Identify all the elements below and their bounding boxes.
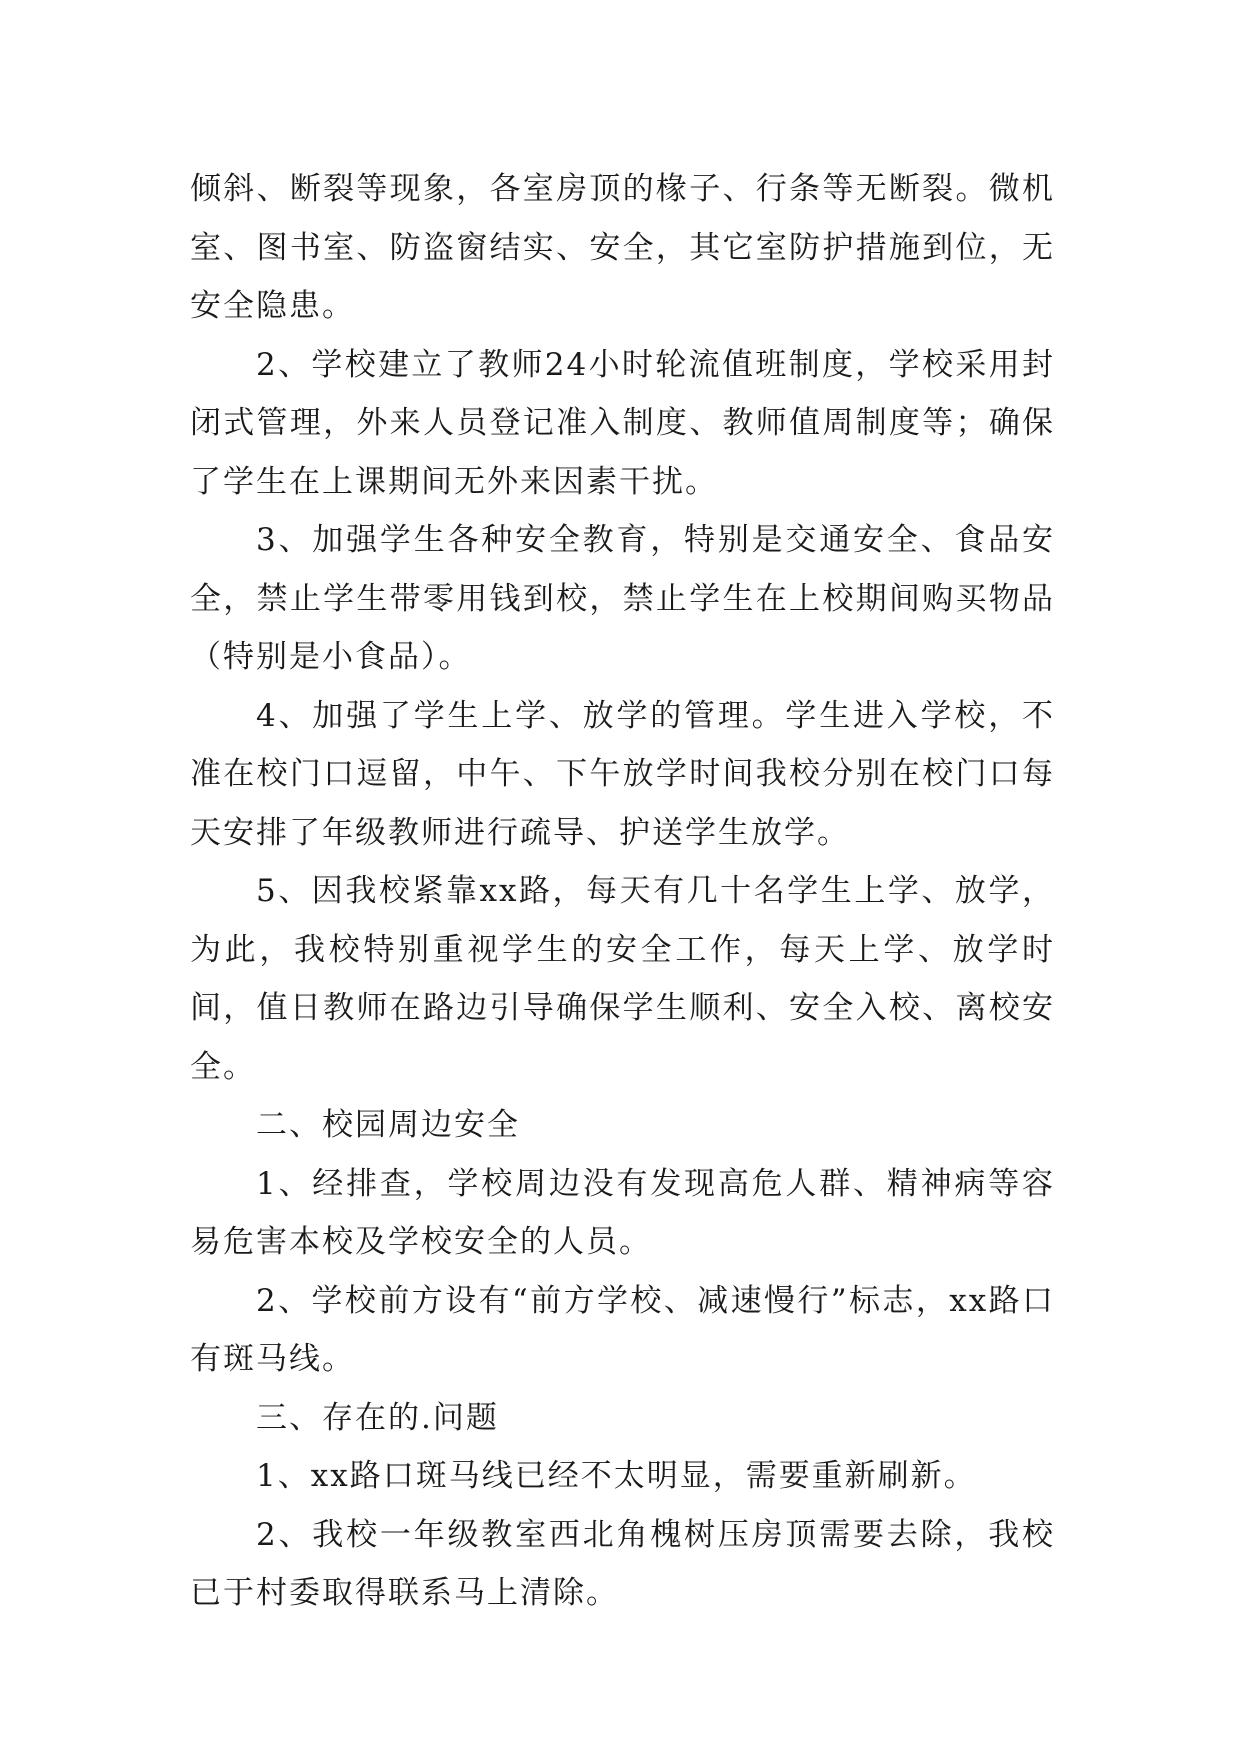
section-heading: 三、存在的.问题 bbox=[256, 1399, 499, 1436]
paragraph: 4、加强了学生上学、放学的管理。学生进入学校，不准在校门口逗留，中午、下午放学时间我校分别在校门口每天安排了年级教师进行疏导、护送学生放学。 bbox=[190, 697, 1055, 851]
paragraph: 2、学校建立了教师24小时轮流值班制度，学校采用封闭式管理，外来人员登记准入制度、教师值周制度等；确保了学生在上课期间无外来因素干扰。 bbox=[190, 346, 1055, 500]
document-body bbox=[190, 160, 1055, 1623]
paragraph: 1、xx路口斑马线已经不太明显，需要重新刷新。 bbox=[256, 1458, 977, 1494]
paragraph: 5、因我校紧靠xx路，每天有几十名学生上学、放学，为此，我校特别重视学生的安全工作，每天上学、放学时间，值日教师在路边引导确保学生顺利、安全入校、离校安全。 bbox=[190, 873, 1055, 1085]
section-heading: 二、校园周边安全 bbox=[256, 1107, 520, 1143]
paragraph: 2、学校前方设有“前方学校、减速慢行”标志，xx路口有斑马线。 bbox=[190, 1282, 1055, 1377]
paragraph: 1、经排查，学校周边没有发现高危人群、精神病等容易危害本校及学校安全的人员。 bbox=[190, 1165, 1055, 1260]
paragraph: 倾斜、断裂等现象，各室房顶的椽子、行条等无断裂。微机室、图书室、防盗窗结实、安全，其它室防护措施到位，无安全隐患。 bbox=[190, 171, 1055, 324]
paragraph: 3、加强学生各种安全教育，特别是交通安全、食品安全，禁止学生带零用钱到校，禁止学生在上校期间购买物品（特别是小食品）。 bbox=[190, 522, 1055, 675]
paragraph: 2、我校一年级教室西北角槐树压房顶需要去除，我校已于村委取得联系马上清除。 bbox=[190, 1516, 1055, 1611]
